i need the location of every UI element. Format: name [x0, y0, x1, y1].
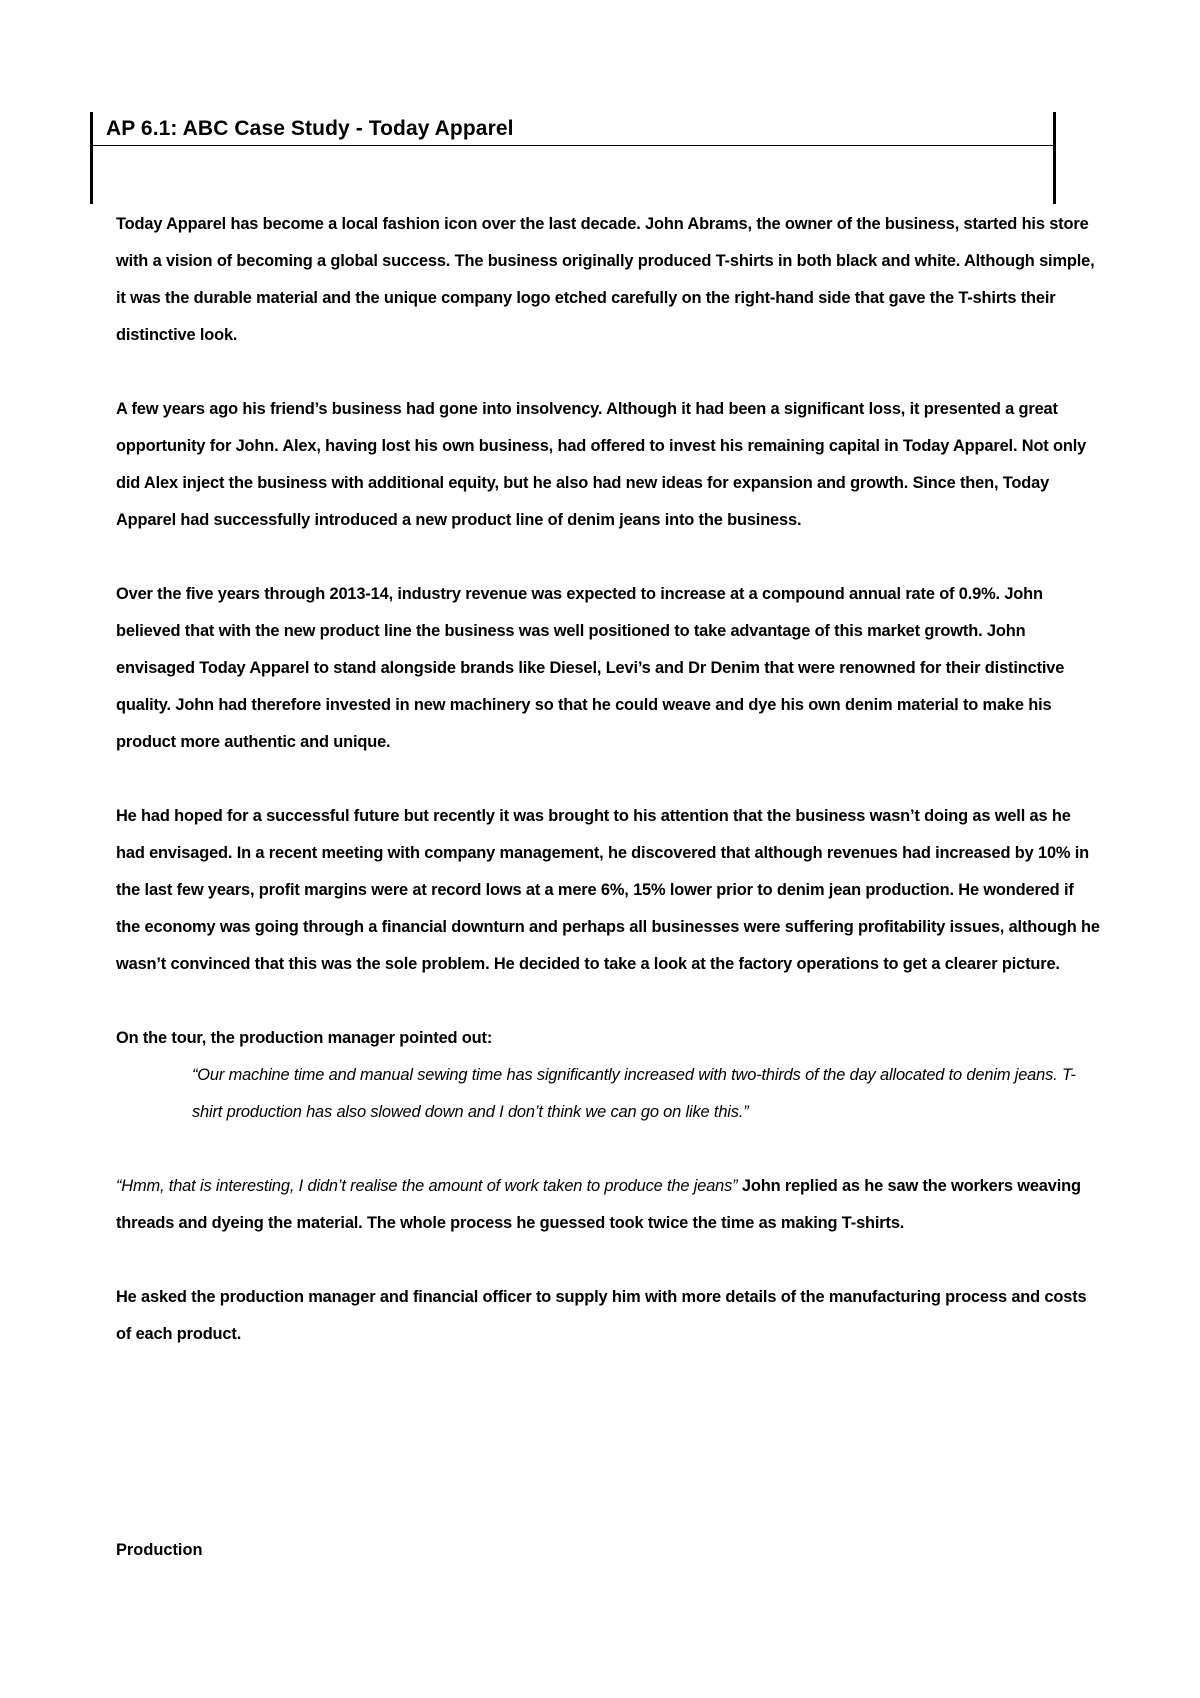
- john-reply-quote: “Hmm, that is interesting, I didn’t realise the amount of work taken to produce the jeans”: [116, 1177, 738, 1195]
- paragraph-industry-revenue: Over the five years through 2013-14, industry revenue was expected to increase at a compound annual rate of 0.9%. John believed that with the new product line the business was well positioned to take advantage of this market growth. John envisaged Today Apparel to stand alongside brands like Diesel, Levi’s and Dr Denim that were renowned for their distinctive quality. John had therefore invested in new machinery so that he could weave and dye his own denim material to make his product more authentic and unique.: [116, 585, 1065, 751]
- paragraph-tour: On the tour, the production manager pointed out:: [116, 1029, 493, 1047]
- title-box: [90, 112, 1056, 204]
- paragraph-request-details: He asked the production manager and financial officer to supply him with more details of the manufacturing process and costs of each product.: [116, 1288, 1087, 1343]
- title-underline: [90, 145, 1056, 146]
- section-heading-production: Production: [116, 1541, 203, 1559]
- paragraph-profit-margins: He had hoped for a successful future but recently it was brought to his attention that the business wasn’t doing as well as he had envisaged. In a recent meeting with company management, he discovered that although revenues had increased by 10% in the last few years, profit margins were at record lows at a mere 6%, 15% lower prior to denim jean production. He wondered if the economy was going through a financial downturn and perhaps all businesses were suffering profitability issues, although he wasn’t convinced that this was the sole problem. He decided to take a look at the factory operations to get a clearer picture.: [116, 807, 1100, 973]
- john-reply-text: John replied as he saw the workers weaving threads and dyeing the material. The whole process he guessed took twice the time as making T-shirts.: [116, 1177, 1081, 1232]
- paragraph-insolvency: A few years ago his friend’s business had gone into insolvency. Although it had been a significant loss, it presented a great opportunity for John. Alex, having lost his own business, had offered to invest his remaining capital in Today Apparel. Not only did Alex inject the business with additional equity, but he also had new ideas for expansion and growth. Since then, Today Apparel had successfully introduced a new product line of denim jeans into the business.: [116, 400, 1087, 529]
- title-box-right-border: [1053, 112, 1056, 204]
- production-manager-quote: “Our machine time and manual sewing time has significantly increased with two-thirds of the day allocated to denim jeans. T-shirt production has also slowed down and I don’t think we can go on like this.”: [192, 1066, 1076, 1121]
- document-body: [116, 206, 1101, 1390]
- document-title: AP 6.1: ABC Case Study - Today Apparel: [106, 117, 514, 140]
- title-box-left-border: [90, 112, 93, 204]
- paragraph-intro: Today Apparel has become a local fashion icon over the last decade. John Abrams, the owner of the business, started his store with a vision of becoming a global success. The business originally produced T-shirts in both black and white. Although simple, it was the durable material and the unique company logo etched carefully on the right-hand side that gave the T-shirts their distinctive look.: [116, 215, 1095, 344]
- paragraph-john-reply: [116, 1168, 1101, 1242]
